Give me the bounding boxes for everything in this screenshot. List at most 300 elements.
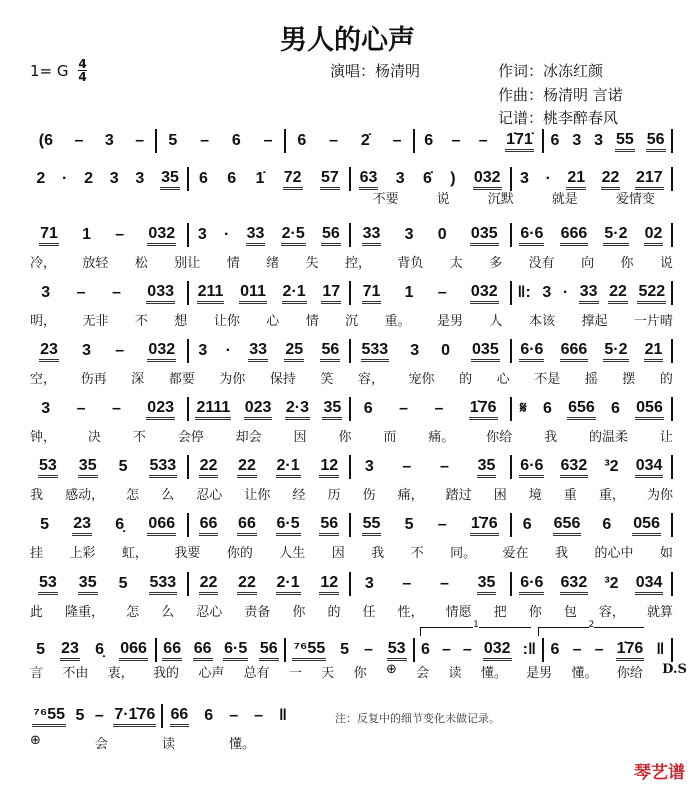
note-group: ·: [225, 342, 231, 359]
lyric-word: 读: [161, 737, 175, 752]
lyric-word: 不: [132, 430, 146, 445]
measure: [189, 338, 348, 364]
lyric-word: 你给: [486, 430, 513, 445]
note-group: 6̣: [115, 516, 125, 533]
lyric-word: 绪: [266, 256, 280, 271]
measure: [189, 396, 348, 422]
note-group: 035: [470, 225, 499, 246]
note-group: –: [76, 284, 86, 301]
lyric-word: 背负: [397, 256, 424, 271]
note-group: 35: [477, 457, 497, 478]
score-line: [28, 128, 673, 154]
note-group: 033: [146, 283, 175, 304]
measure: [28, 454, 187, 480]
note-group: 3: [404, 226, 414, 243]
lyric-word: 情: [226, 256, 240, 271]
note-group: 066: [119, 640, 148, 661]
lyrics-line: [30, 426, 673, 445]
note-group: 33: [362, 225, 382, 246]
lyric-word: ⊕: [385, 662, 397, 677]
lyric-word: 容，: [598, 605, 625, 620]
note-group: 5: [168, 132, 178, 149]
measure: [157, 637, 284, 663]
lyric-word: 保持: [269, 372, 296, 387]
lyric-word: 你的: [226, 546, 253, 561]
lyric-word: 失: [305, 256, 319, 271]
note-group: 6: [542, 400, 552, 417]
lyric-word: 懂。: [480, 666, 507, 681]
lyric-word: 隆重，: [65, 605, 105, 620]
lyric-word: 懂。: [571, 666, 598, 681]
note-group: 3: [104, 132, 114, 149]
lyric-word: 怎: [126, 605, 140, 620]
lyric-word: 你给: [616, 666, 643, 681]
lyric-word: 是男: [437, 314, 464, 329]
note-group: 17: [321, 283, 341, 304]
note-group: 7·1̇76: [113, 706, 156, 727]
note-group: 1: [82, 226, 92, 243]
lyric-word: 不是: [534, 372, 561, 387]
song-title: 男人的心声: [280, 25, 415, 56]
lyric-word: 你: [528, 605, 542, 620]
lyric-word: 虹，: [121, 546, 148, 561]
lyric-word: 空，: [30, 372, 57, 387]
lyric-word: 重。: [384, 314, 411, 329]
watermark-logo: 琴艺谱: [634, 763, 685, 783]
lyric-word: 让: [659, 430, 673, 445]
note-group: –: [439, 458, 449, 475]
lyric-word: 我: [30, 488, 44, 503]
lyric-word: 责备: [244, 605, 271, 620]
note-group: 1̇76: [470, 515, 499, 536]
lyric-word: 人生: [279, 546, 306, 561]
note-group: 6: [602, 516, 612, 533]
note-group: 6̣: [95, 641, 105, 658]
score-line: [28, 454, 673, 480]
bar-line: [671, 223, 673, 247]
lyric-word: 的心中: [594, 546, 634, 561]
note-group: 72: [283, 169, 303, 190]
note-group: 56: [646, 131, 666, 152]
note-group: 6·5: [223, 640, 248, 661]
note-group: 35: [160, 169, 180, 190]
note-group: 533: [149, 457, 178, 478]
note-group: –: [115, 226, 125, 243]
note-group: 1̇76: [469, 399, 498, 420]
lyric-word: 为你: [219, 372, 246, 387]
measure: [28, 512, 187, 538]
note-group: –: [434, 400, 444, 417]
note-group: 3: [135, 170, 145, 187]
note-group: 25: [284, 341, 304, 362]
note-group: 3: [197, 226, 207, 243]
note-group: 5: [340, 641, 350, 658]
note-group: 1̇71̇: [505, 131, 534, 152]
lyric-word: 向: [581, 256, 595, 271]
note-group: 1: [404, 284, 414, 301]
note-group: (6: [38, 132, 53, 149]
lyric-word: 别让: [174, 256, 201, 271]
lyric-word: 重，: [598, 488, 625, 503]
note-group: 33: [246, 225, 266, 246]
lyrics-line: [30, 601, 673, 620]
measure: [189, 571, 348, 597]
note-group: 632: [560, 574, 589, 595]
measure: [512, 338, 671, 364]
lyric-word: 一片晴: [633, 314, 673, 329]
note-group: ·: [562, 284, 569, 301]
note-group: 6: [231, 132, 241, 149]
lyrics-line: [30, 368, 673, 387]
bar-line: [671, 572, 673, 596]
note-group: 2·1: [282, 283, 307, 304]
note-group: ‖:: [517, 284, 531, 301]
lyric-word: 都要: [168, 372, 195, 387]
lyric-word: 不: [410, 546, 424, 561]
note-group: 66: [237, 515, 257, 536]
measure: [28, 703, 161, 729]
lyric-word: 的温柔: [588, 430, 628, 445]
measure: [189, 454, 348, 480]
note-group: 2·3: [285, 399, 310, 420]
lyric-word: 懂。: [228, 737, 255, 752]
note-group: 5: [36, 641, 45, 658]
lyric-word: 不由: [62, 666, 89, 681]
lyric-word: 爱在: [502, 546, 529, 561]
note-group: ‖: [656, 641, 665, 658]
lyric-word: 想: [174, 314, 188, 329]
note-group: –: [76, 400, 86, 417]
note-group: 656: [553, 515, 582, 536]
note-group: –: [200, 132, 210, 149]
score-line: [28, 222, 673, 248]
note-group: –: [74, 132, 84, 149]
note-group: 2: [36, 170, 46, 187]
note-group: 𝄋: [519, 400, 527, 417]
note-group: ³2: [604, 575, 619, 592]
note-group: 3: [109, 170, 119, 187]
note-group: 23: [72, 515, 92, 536]
measure: [351, 512, 510, 538]
note-group: 6·5: [276, 515, 301, 536]
lyric-word: 痛。: [428, 430, 455, 445]
measure: [351, 571, 510, 597]
note-group: 5: [75, 707, 85, 724]
note-group: 2·1: [276, 574, 301, 595]
note-group: 6·6: [519, 457, 544, 478]
note-group: –: [402, 458, 412, 475]
lyric-word: 是男: [526, 666, 553, 681]
note-group: 5: [40, 516, 50, 533]
note-group: 656: [567, 399, 596, 420]
bar-line: [671, 167, 673, 191]
note-group: 217: [635, 169, 664, 190]
note-group: 3: [410, 342, 420, 359]
note-group: 3: [41, 400, 51, 417]
lyric-word: 的: [659, 372, 673, 387]
note-group: –: [439, 575, 449, 592]
time-top: 4: [78, 57, 87, 71]
note-group: 12: [319, 457, 339, 478]
measure: [351, 338, 510, 364]
note-group: –: [329, 132, 339, 149]
note-group: 2: [84, 170, 94, 187]
lyric-word: 容，: [357, 372, 384, 387]
lyric-word: 你: [620, 256, 634, 271]
lyric-word: 境: [528, 488, 542, 503]
note-group: 6·6: [519, 574, 544, 595]
measure: [351, 280, 510, 306]
note-group: 23: [60, 640, 80, 661]
note-group: 011: [239, 283, 267, 304]
lyric-word: 沉默: [487, 192, 514, 207]
note-group: 3: [542, 284, 552, 301]
lyric-word: 摆: [622, 372, 636, 387]
note-group: 66: [170, 706, 190, 727]
volta-first-label: 1: [473, 620, 479, 630]
note-group: 35: [78, 574, 98, 595]
note-group: 2·5: [281, 225, 306, 246]
lyric-word: 说: [659, 256, 673, 271]
note-group: 56: [321, 225, 341, 246]
note-group: 3: [520, 170, 529, 187]
lyric-word: 你: [292, 605, 306, 620]
lyric-word: 多: [489, 256, 503, 271]
measure: [189, 280, 348, 306]
lyrics-line: [30, 188, 655, 207]
note-group: 56: [259, 640, 279, 661]
lyrics-line: [30, 542, 673, 561]
lyric-word: 沉: [345, 314, 359, 329]
measure: [28, 128, 155, 154]
lyric-word: 情愿: [445, 605, 472, 620]
note-group: 35: [322, 399, 342, 420]
note-group: 211: [197, 283, 225, 304]
note-group: –: [115, 342, 125, 359]
note-group: 63: [359, 169, 379, 190]
lyrics-line: [30, 252, 673, 271]
lyric-word: 性，: [397, 605, 424, 620]
note-group: ⁷⁶55: [292, 640, 326, 661]
measure: [512, 280, 671, 306]
measure: [28, 571, 187, 597]
measure: [189, 512, 348, 538]
note-group: –: [363, 641, 373, 658]
note-group: ‖: [279, 707, 287, 724]
lyric-word: 宠你: [408, 372, 435, 387]
measure: [28, 396, 187, 422]
note-group: 3: [572, 132, 582, 149]
measure: [512, 222, 671, 248]
note-group: 5: [118, 575, 128, 592]
note-group: –: [111, 284, 121, 301]
bar-line: [671, 638, 673, 662]
lyric-word: 控，: [344, 256, 371, 271]
note-group: 6: [363, 400, 373, 417]
lyric-word: 我: [554, 546, 568, 561]
lyric-word: 包: [563, 605, 577, 620]
note-group: 032: [147, 225, 176, 246]
singer-credit: 演唱：杨清明: [330, 62, 421, 80]
note-group: 23: [39, 341, 59, 362]
note-group: –: [437, 284, 447, 301]
note-group: 22: [237, 574, 257, 595]
lyric-word: 任: [362, 605, 376, 620]
note-group: 35: [78, 457, 98, 478]
lyric-word: 会: [416, 666, 430, 681]
note-group: 02: [644, 225, 664, 246]
lyric-word: 让你: [213, 314, 240, 329]
lyrics-line: [30, 310, 673, 329]
lyric-word: 挂: [30, 546, 44, 561]
note-group: 032: [470, 283, 499, 304]
note-group: –: [441, 641, 451, 658]
lyric-word: 无非: [82, 314, 109, 329]
note-group: 12: [319, 574, 339, 595]
note-group: 023: [146, 399, 175, 420]
note-group: –: [462, 641, 472, 658]
note-group: 032: [147, 341, 176, 362]
lyric-word: 不要: [372, 192, 399, 207]
lyric-word: 撑起: [581, 314, 608, 329]
note-group: 5·2: [603, 341, 628, 362]
lyric-word: 不: [134, 314, 148, 329]
note-group: 6: [522, 516, 532, 533]
note-group: 35: [477, 574, 497, 595]
lyric-word: 决: [87, 430, 101, 445]
lyric-word: 会停: [177, 430, 204, 445]
note-group: 666: [560, 225, 589, 246]
lyric-word: 我: [544, 430, 558, 445]
note-group: 55: [362, 515, 382, 536]
measure: [512, 571, 671, 597]
lyric-word: 松: [134, 256, 148, 271]
note-group: 6: [550, 132, 560, 149]
lyric-word: 心: [266, 314, 280, 329]
score-line: [28, 637, 673, 663]
lyric-word: 没有: [528, 256, 555, 271]
lyric-word: 却会: [235, 430, 262, 445]
note-group: 1̇: [255, 170, 265, 187]
measure: [512, 512, 671, 538]
note-group: 5: [118, 458, 128, 475]
lyric-word: 因: [331, 546, 345, 561]
lyric-word: 经: [292, 488, 306, 503]
lyric-word: 深: [131, 372, 145, 387]
lyric-word: 上彩: [69, 546, 96, 561]
note-group: –: [399, 400, 408, 417]
lyric-word: 把: [493, 605, 507, 620]
note-group: 22: [601, 169, 621, 190]
measure: [544, 637, 671, 663]
note-group: 056: [632, 515, 661, 536]
lyrics-line: [30, 662, 687, 681]
note-group: 3: [198, 342, 208, 359]
lyric-word: 而: [383, 430, 397, 445]
note-group: 22: [199, 457, 219, 478]
note-group: ·: [545, 170, 551, 187]
note-group: 22: [608, 283, 628, 304]
note-group: 2·1: [276, 457, 301, 478]
lyric-word: 感动，: [65, 488, 105, 503]
lyric-word: 你: [338, 430, 352, 445]
measure: [286, 128, 413, 154]
note-group: 66: [193, 640, 213, 661]
measure: [163, 703, 296, 729]
score-line: [28, 512, 673, 538]
lyric-word: 天: [321, 666, 335, 681]
note-group: 0: [437, 226, 447, 243]
note-group: 1̇76: [616, 640, 645, 661]
note-group: –: [402, 575, 412, 592]
note-group: 632: [560, 457, 589, 478]
bar-line: [671, 339, 673, 363]
transcriber-credit: 记谱：桃李醉春风: [498, 109, 619, 127]
note-group: –: [594, 641, 604, 658]
note-group: ⁷⁶55: [32, 706, 66, 727]
lyrics-line: [30, 733, 255, 752]
score-line: [28, 703, 295, 729]
note-group: 66: [162, 640, 182, 661]
lyric-word: 痛，: [397, 488, 424, 503]
note-group: 032: [473, 169, 502, 190]
measure: [544, 128, 671, 154]
measure: [351, 454, 510, 480]
lyric-word: 言: [30, 666, 44, 681]
note-group: –: [254, 707, 264, 724]
note-group: 6: [424, 132, 434, 149]
measure: [28, 338, 187, 364]
bar-line: [671, 455, 673, 479]
bar-line: [671, 397, 673, 421]
note-group: –: [392, 132, 402, 149]
bar-line: [671, 513, 673, 537]
note-group: 533: [149, 574, 178, 595]
note-group: 53: [387, 640, 407, 661]
lyric-word: 我的: [152, 666, 179, 681]
note-group: 5: [404, 516, 414, 533]
lyric-word: 忍心: [196, 488, 223, 503]
measure: [28, 637, 155, 663]
measure: [157, 128, 284, 154]
note-group: –: [572, 641, 582, 658]
note-group: 6: [611, 400, 620, 417]
note-group: :‖: [522, 641, 536, 658]
note-group: 0: [441, 342, 451, 359]
note-group: –: [478, 132, 488, 149]
note-group: 035: [471, 341, 500, 362]
lyric-word: 就是: [551, 192, 578, 207]
note-group: 5·2: [603, 225, 628, 246]
measure: [415, 637, 542, 663]
lyric-word: 历: [327, 488, 341, 503]
lyric-word: 为你: [646, 488, 673, 503]
note-group: –: [135, 132, 145, 149]
note-group: 57: [320, 169, 340, 190]
lyric-word: 心声: [198, 666, 225, 681]
lyric-word: 让你: [244, 488, 271, 503]
note-group: 056: [635, 399, 664, 420]
time-signature: [78, 58, 87, 83]
lyric-word: 说: [436, 192, 450, 207]
lyric-word: 总有: [243, 666, 270, 681]
lyric-word: 我要: [174, 546, 201, 561]
note-group: 6: [227, 170, 237, 187]
lyric-word: 因: [293, 430, 307, 445]
note-group: 22: [237, 457, 257, 478]
lyric-word: 冷，: [30, 256, 57, 271]
lyric-word: 就算: [646, 605, 673, 620]
